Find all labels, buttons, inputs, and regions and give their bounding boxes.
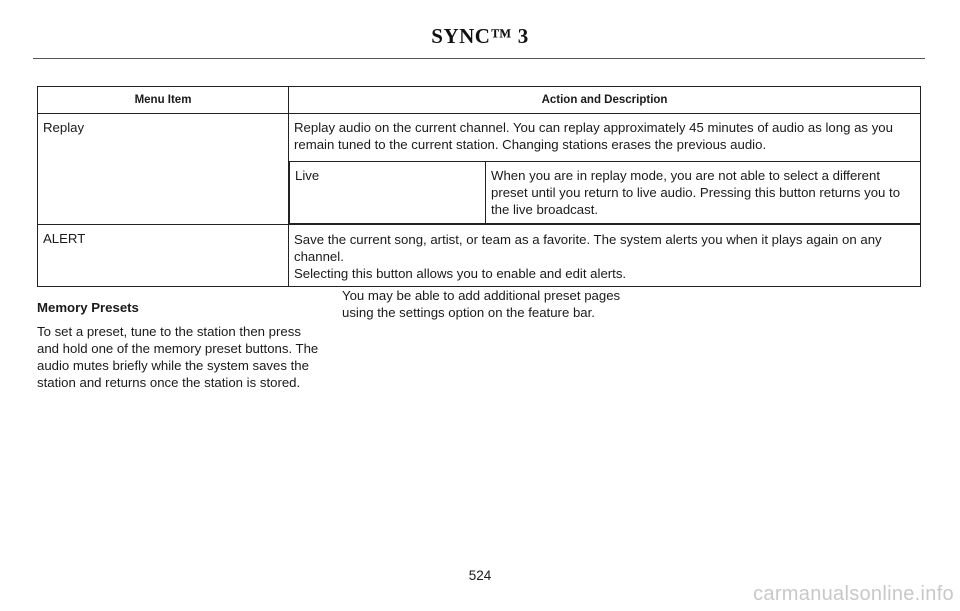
- additional-presets-paragraph: You may be able to add additional preset pages using the settings option on the feature bar.: [342, 288, 621, 320]
- memory-presets-section: [37, 299, 322, 391]
- table-row-live: [290, 162, 921, 224]
- table-header-row: [38, 87, 921, 114]
- sub-item-label: Live: [295, 168, 320, 183]
- memory-presets-paragraph: To set a preset, tune to the station then press and hold one of the memory preset buttons. The audio mutes briefly while the system saves the station and returns once the station is stored.: [37, 324, 319, 390]
- column-header-menu-item: Menu Item: [38, 87, 289, 114]
- watermark: carmanualsonline.info: [753, 583, 954, 605]
- additional-presets-section: [342, 287, 627, 321]
- alert-description-1: Save the current song, artist, or team as a favorite. The system alerts you when it plays again on any channel.: [294, 232, 882, 264]
- table-cell-replay-description: [289, 114, 921, 225]
- page-title: SYNC™ 3: [431, 24, 529, 48]
- table-cell-alert-item: [38, 225, 289, 287]
- table-row-alert: [38, 225, 921, 287]
- table-cell-live-description: [486, 162, 921, 224]
- table-cell-alert-description: [289, 225, 921, 287]
- page-number: 524: [468, 568, 492, 583]
- table-cell-live-item: [290, 162, 486, 224]
- menu-item-table: [37, 86, 921, 287]
- menu-item-label: Replay: [43, 120, 85, 135]
- header-divider: [33, 58, 925, 59]
- alert-description-2: Selecting this button allows you to enable and edit alerts.: [294, 266, 627, 281]
- replay-sub-table: [289, 161, 921, 224]
- column-header-action-description: Action and Description: [289, 87, 921, 114]
- section-heading: Memory Presets: [37, 300, 139, 315]
- menu-item-label: ALERT: [43, 231, 86, 246]
- table-cell-replay-item: [38, 114, 289, 225]
- live-description: When you are in replay mode, you are not able to select a different preset until you return to live audio. Pressing this button returns you to the live broadcast.: [491, 168, 901, 217]
- replay-description: Replay audio on the current channel. You can replay approximately 45 minutes of audio as long as you remain tuned to the current station. Changing stations erases the previous audio.: [294, 120, 893, 152]
- table-row-replay: [38, 114, 921, 225]
